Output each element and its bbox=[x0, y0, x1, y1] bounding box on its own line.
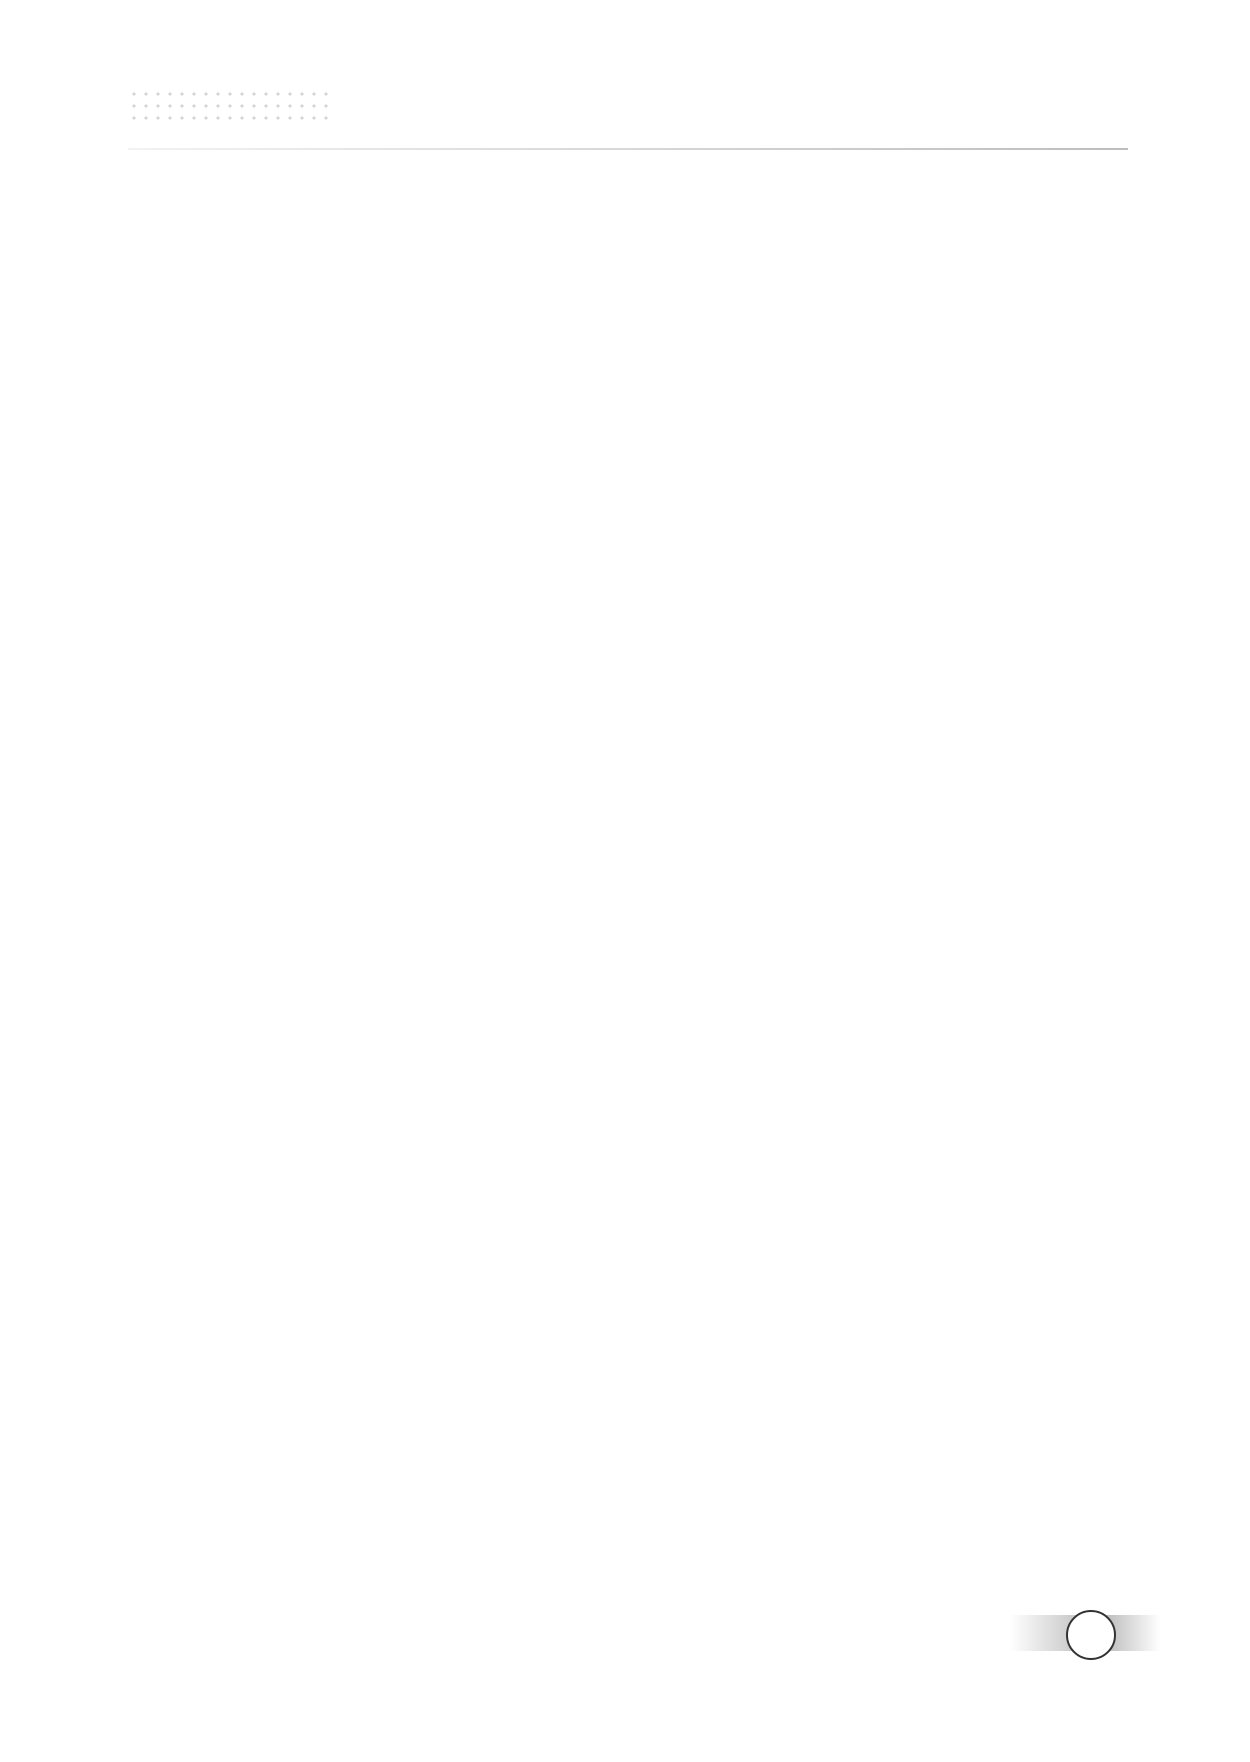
header-decoration bbox=[128, 88, 328, 120]
answer-q1 bbox=[156, 184, 1106, 216]
page-number bbox=[1066, 1610, 1116, 1660]
answer-q2 bbox=[156, 216, 1106, 247]
page-content bbox=[156, 162, 1106, 247]
header-rule bbox=[128, 148, 1128, 150]
